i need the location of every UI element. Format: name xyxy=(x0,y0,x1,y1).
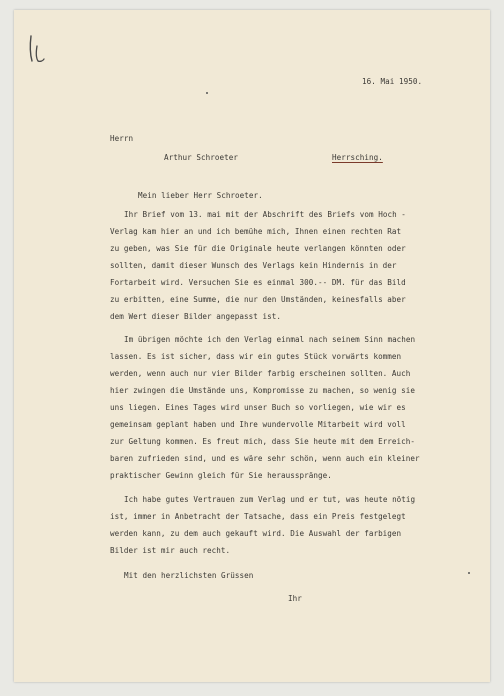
body-line: Verlag kam hier an und ich bemühe mich, Ihnen einen rechten Rat xyxy=(110,227,402,236)
body-line: sollten, damit dieser Wunsch des Verlags kein Hindernis in der xyxy=(110,261,397,270)
body-line: baren zufrieden sind, und es wäre sehr schön, wenn auch ein kleiner xyxy=(110,454,420,463)
closing: Mit den herzlichsten Grüssen xyxy=(124,571,254,580)
body-line: lassen. Es ist sicher, dass wir ein gutes Stück vorwärts kommen xyxy=(110,352,402,361)
body-line: Ihr Brief vom 13. mai mit der Abschrift des Briefs vom Hoch - xyxy=(124,210,406,219)
body-line: zur Geltung kommen. Es freut mich, dass Sie heute mit dem Erreich- xyxy=(110,437,416,446)
body-line: dem Wert dieser Bilder angepasst ist. xyxy=(110,312,282,321)
body-line: Fortarbeit wird. Versuchen Sie es einmal 300.-- DM. für das Bild xyxy=(110,278,406,287)
ink-speck xyxy=(206,92,208,94)
recipient-salutation: Herrn xyxy=(110,134,134,143)
recipient-name: Arthur Schroeter xyxy=(164,153,238,162)
body-line: Im übrigen möchte ich den Verlag einmal nach seinem Sinn machen xyxy=(124,335,416,344)
body-line: werden, wenn auch nur vier Bilder farbig erscheinen sollten. Auch xyxy=(110,369,411,378)
body-line: werden kann, zu dem auch gekauft wird. Die Auswahl der farbigen xyxy=(110,529,402,538)
body-line: praktischer Gewinn gleich für Sie herausspränge. xyxy=(110,471,332,480)
body-line: hier zwingen die Umstände uns, Kompromisse zu machen, so wenig sie xyxy=(110,386,416,395)
body-line: zu erbitten, eine Summe, die nur den Umständen, keinesfalls aber xyxy=(110,295,406,304)
body-line: uns liegen. Eines Tages wird unser Buch so vorliegen, wie wir es xyxy=(110,403,406,412)
body-line: Ich habe gutes Vertrauen zum Verlag und er tut, was heute nötig xyxy=(124,495,416,504)
recipient-place: Herrsching. xyxy=(332,153,383,162)
body-line: zu geben, was Sie für die Originale heute verlangen könnten oder xyxy=(110,244,406,253)
letter-date: 16. Mai 1950. xyxy=(362,77,423,86)
body-line: Bilder ist mir auch recht. xyxy=(110,546,231,555)
signature: Ihr xyxy=(288,594,302,603)
ink-speck xyxy=(468,572,470,574)
greeting: Mein lieber Herr Schroeter. xyxy=(138,191,263,200)
pencil-mark-icon xyxy=(26,32,48,66)
body-line: gemeinsam geplant haben und Ihre wundervolle Mitarbeit wird voll xyxy=(110,420,406,429)
letter-page xyxy=(14,10,490,682)
body-line: ist, immer in Anbetracht der Tatsache, dass ein Preis festgelegt xyxy=(110,512,406,521)
